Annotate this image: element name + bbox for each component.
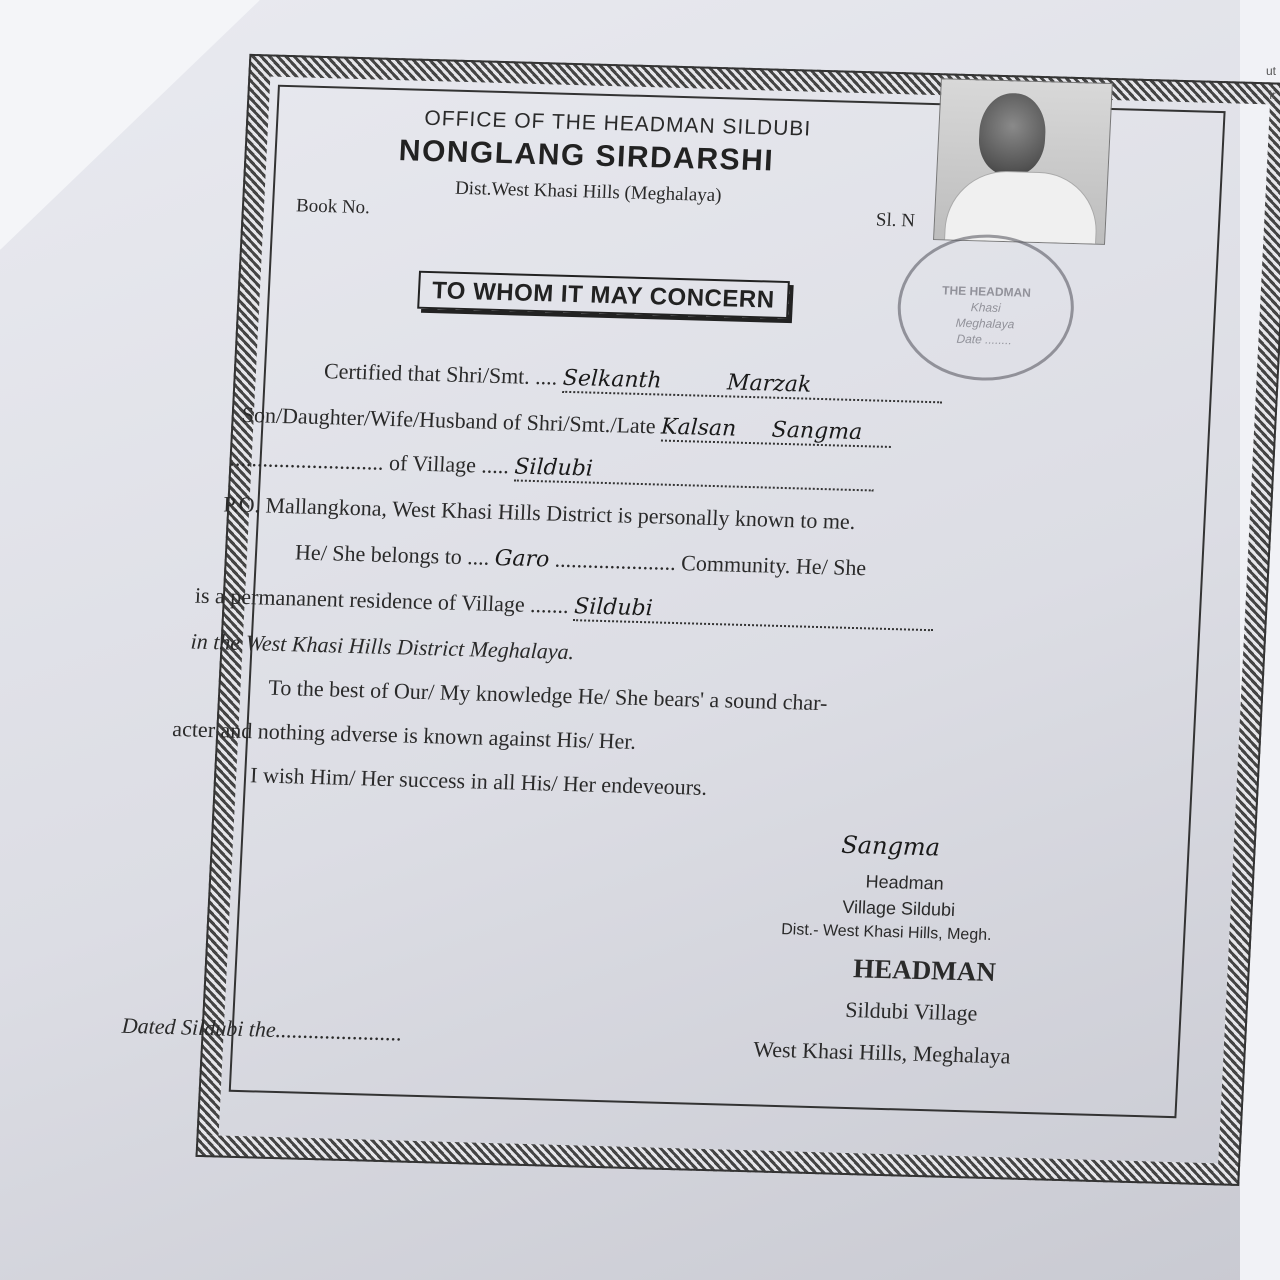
handwritten-community: Garo [494,545,550,573]
certified-label: Certified that Shri/Smt. .... [323,358,559,390]
passport-photo [933,78,1113,245]
headman-signature: Sangma [840,830,941,862]
body-line-4: P.O. Mallangkona, West Khasi Hills District is personally known to me. [222,491,856,534]
body-line-7: in the West Khasi Hills District Meghalaya. [190,628,575,665]
photo-head [977,92,1047,176]
handwritten-residence-village: Sildubi [573,594,654,622]
sign-district: Dist.- West Khasi Hills, Megh. [780,921,992,944]
serial-number-label: Sl. N [875,209,916,232]
body-line-8: To the best of Our/ My knowledge He/ She bears' a sound char- [267,674,829,716]
body-line-10: I wish Him/ Her success in all His/ Her endeveours. [249,762,708,800]
residence-label: is a permananent residence of Village ....... [194,582,570,619]
book-number-label: Book No. [295,195,371,219]
handwritten-parent-surname: Sangma [771,417,863,446]
handwritten-parent-name: Kalsan [660,414,737,442]
dated-line: Dated Sildubi the....................... [121,1012,403,1046]
headman-title: HEADMAN [852,953,997,988]
handwritten-first-name: Selkanth [562,365,663,394]
certificate-heading: TO WHOM IT MAY CONCERN [417,271,789,319]
office-title: OFFICE OF THE HEADMAN SILDUBI [423,106,812,141]
handwritten-village: Sildubi [513,454,594,482]
organization-name: NONGLANG SIRDARSHI [398,134,775,178]
relation-label: Son/Daughter/Wife/Husband of Shri/Smt./Late [241,401,657,439]
certificate-document [56,40,1220,1180]
sign-village: Village Sildubi [841,896,956,920]
belongs-label: He/ She belongs to .... [294,539,491,570]
photo-shirt [943,169,1099,244]
sign-headman: Headman [865,871,945,894]
seal-line-3: Date ........ [956,331,1013,348]
seal-line-2: Meghalaya [955,315,1015,332]
community-label: ...................... Community. He/ She [554,546,867,581]
headman-district: West Khasi Hills, Meghalaya [752,1036,1012,1069]
district-line: Dist.West Khasi Hills (Meghalaya) [454,177,723,207]
body-line-9: acter and nothing adverse is known against His/ Her. [171,716,637,754]
village-label: ............................ of Village ..... [229,445,510,479]
handwritten-surname: Marzak [726,370,812,398]
headman-village: Sildubi Village [844,996,979,1026]
seal-top-text: THE HEADMAN [941,283,1032,300]
seal-line-1: Khasi [970,300,1002,315]
